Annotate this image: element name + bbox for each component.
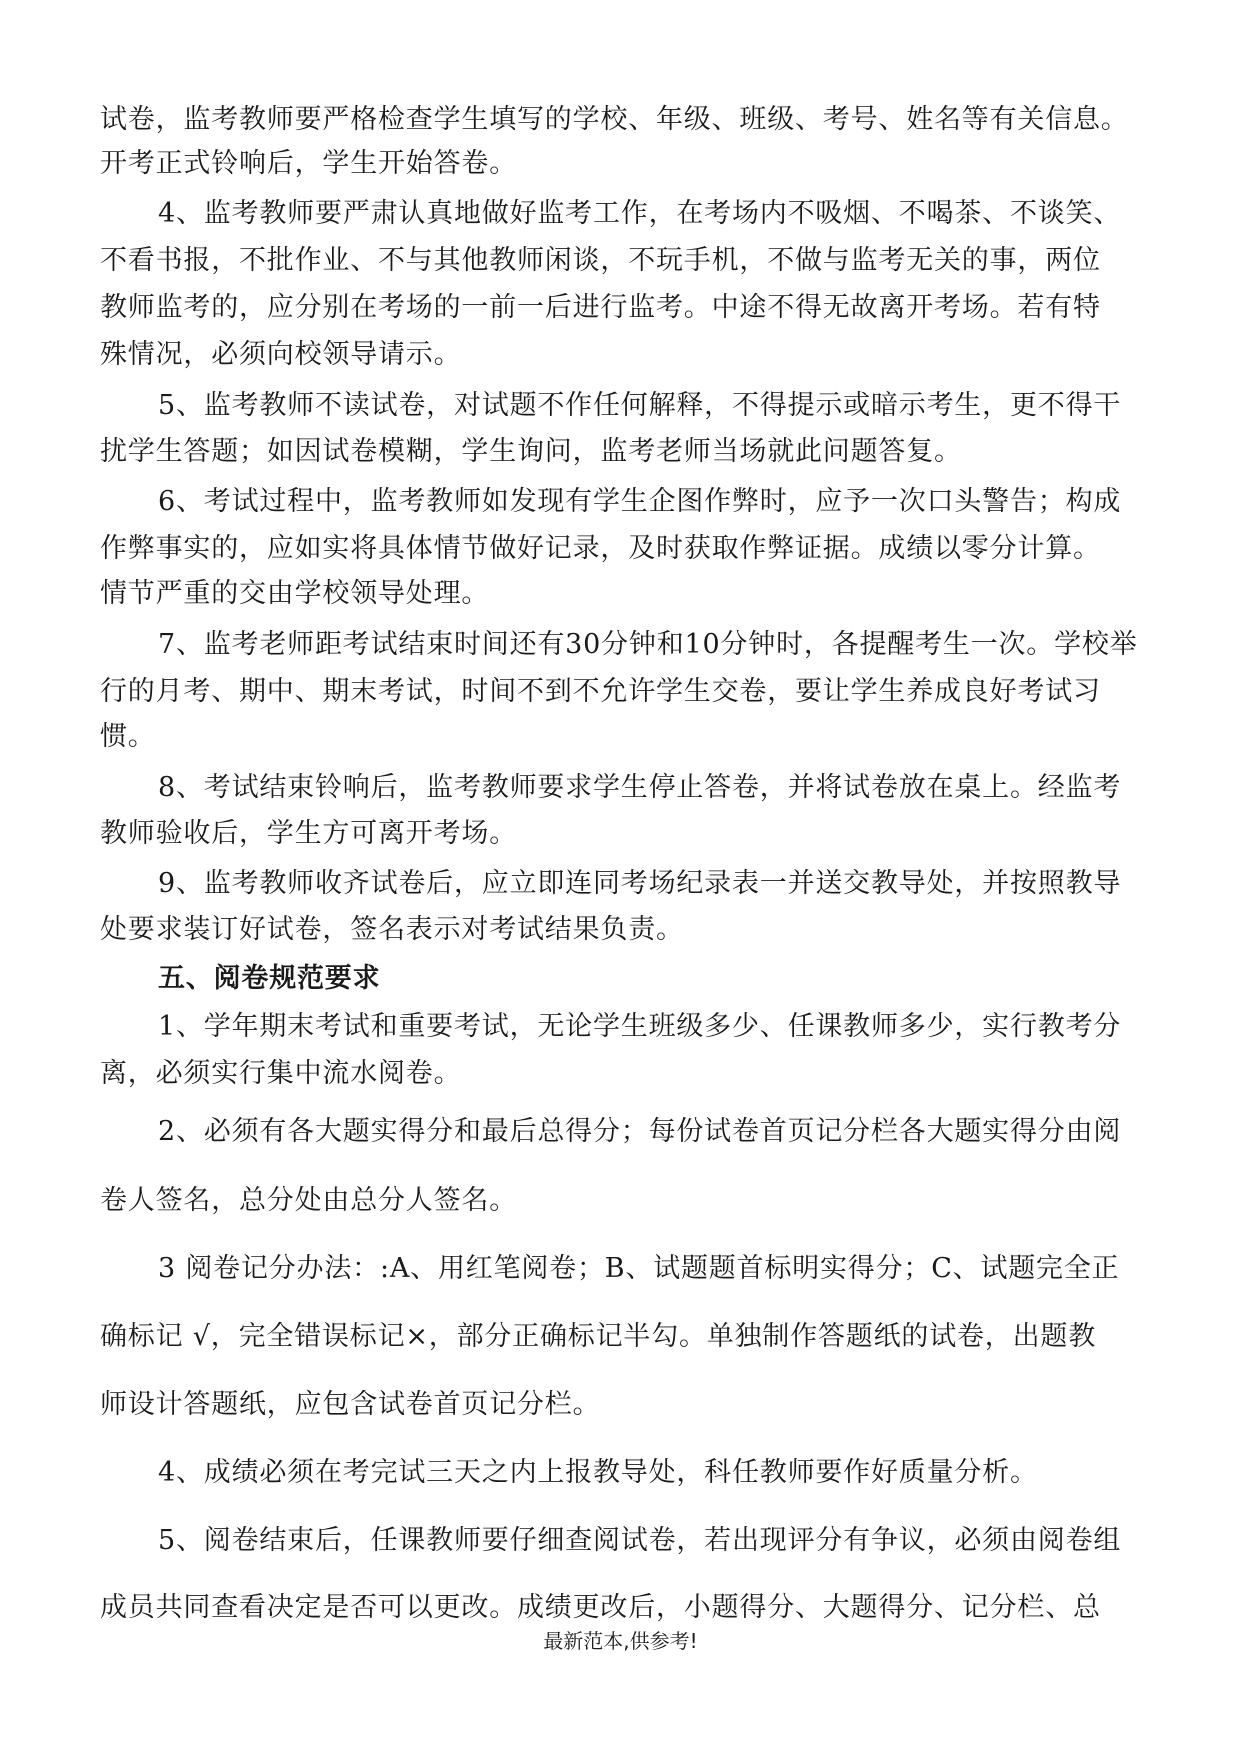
text-line: 师设计答题纸，应包含试卷首页记分栏。 [100, 1389, 601, 1420]
page-footer: 最新范本,供参考! [543, 1629, 698, 1653]
text-line: 卷人签名，总分处由总分人签名。 [100, 1185, 517, 1216]
section-heading: 五、阅卷规范要求 [158, 963, 381, 994]
text-line: 行的月考、期中、期末考试，时间不到不允许学生交卷，要让学生养成良好考试习 [100, 676, 1101, 707]
text-line: 开考正式铃响后，学生开始答卷。 [100, 148, 517, 179]
text-line: 离，必须实行集中流水阅卷。 [100, 1058, 462, 1089]
text-line: 教师验收后，学生方可离开考场。 [100, 818, 517, 849]
text-line: 4、成绩必须在考完试三天之内上报教导处，科任教师要作好质量分析。 [158, 1457, 1038, 1488]
text-line: 成员共同查看决定是否可以更改。成绩更改后，小题得分、大题得分、记分栏、总 [100, 1592, 1101, 1623]
text-line: 殊情况，必须向校领导请示。 [100, 339, 462, 370]
text-line: 5、阅卷结束后，任课教师要仔细查阅试卷，若出现评分有争议，必须由阅卷组 [158, 1525, 1122, 1556]
text-line: 处要求装订好试卷，签名表示对考试结果负责。 [100, 914, 684, 945]
text-line: 1、学年期末考试和重要考试，无论学生班级多少、任课教师多少，实行教考分 [158, 1011, 1122, 1042]
text-line: 4、监考教师要严肃认真地做好监考工作，在考场内不吸烟、不喝茶、不谈笑、 [158, 198, 1122, 229]
text-line: 教师监考的，应分别在考场的一前一后进行监考。中途不得无故离开考场。若有特 [100, 292, 1101, 323]
text-line: 2、必须有各大题实得分和最后总得分；每份试卷首页记分栏各大题实得分由阅 [158, 1116, 1122, 1147]
text-line: 试卷，监考教师要严格检查学生填写的学校、年级、班级、考号、姓名等有关信息。 [100, 104, 1129, 135]
text-line: 8、考试结束铃响后，监考教师要求学生停止答卷，并将试卷放在桌上。经监考 [158, 772, 1122, 803]
text-line: 7、监考老师距考试结束时间还有30分钟和10分钟时，各提醒考生一次。学校举 [158, 629, 1138, 660]
text-line: 9、监考教师收齐试卷后，应立即连同考场纪录表一并送交教导处，并按照教导 [158, 868, 1122, 899]
text-line: 作弊事实的，应如实将具体情节做好记录，及时获取作弊证据。成绩以零分计算。 [100, 533, 1101, 564]
text-line: 5、监考教师不读试卷，对试题不作任何解释，不得提示或暗示考生，更不得干 [158, 390, 1122, 421]
text-line: 6、考试过程中，监考教师如发现有学生企图作弊时，应予一次口头警告；构成 [158, 486, 1122, 517]
text-line: 扰学生答题；如因试卷模糊，学生询问，监考老师当场就此问题答复。 [100, 436, 962, 467]
text-line: 情节严重的交由学校领导处理。 [100, 578, 490, 609]
text-line: 3 阅卷记分办法：:A、用红笔阅卷；B、试题题首标明实得分；C、试题完全正 [158, 1253, 1120, 1284]
text-line: 不看书报，不批作业、不与其他教师闲谈，不玩手机，不做与监考无关的事，两位 [100, 245, 1101, 276]
text-line: 惯。 [100, 721, 156, 752]
text-line: 确标记 √，完全错误标记×，部分正确标记半勾。单独制作答题纸的试卷，出题教 [100, 1321, 1097, 1352]
